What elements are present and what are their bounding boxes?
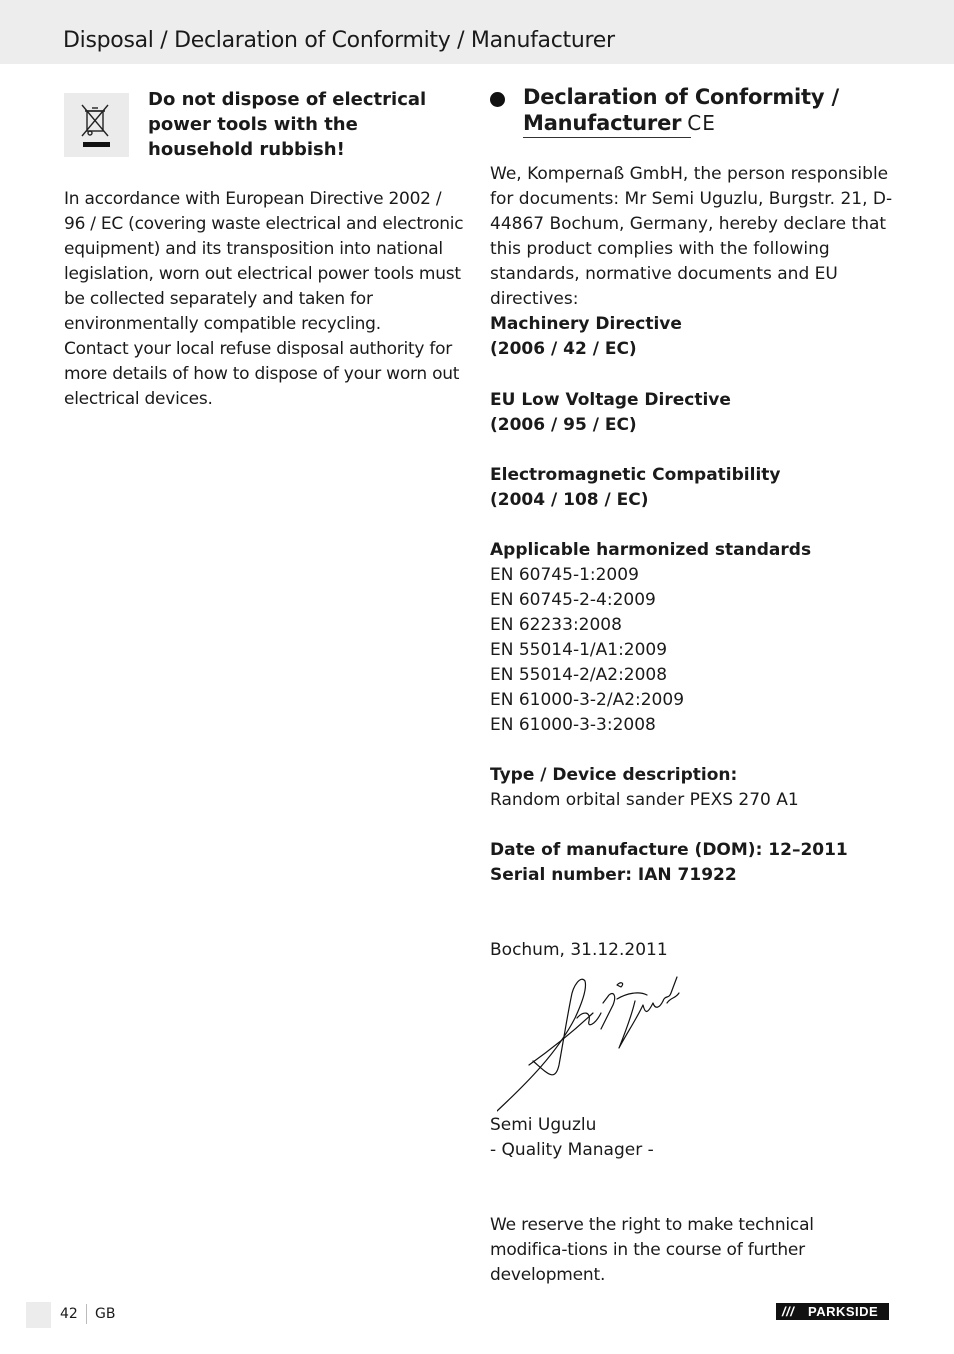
- standards-block: [490, 538, 895, 738]
- crossed-out-wheelie-bin-icon: [76, 102, 116, 148]
- bullet-icon: [490, 92, 505, 107]
- declaration-intro: We, Kompernaß GmbH, the person responsible for documents: Mr Semi Uguzlu, Burgstr. 21, D-44867 Bochum, Germany, hereby declare that this product complies with the following standards, normative documents and EU directives:: [490, 164, 893, 309]
- heading-underline: [523, 137, 691, 138]
- disposal-warning: Do not dispose of electrical power tools with the household rubbish!: [148, 89, 427, 160]
- directive-low-voltage: [490, 388, 895, 438]
- directive-code: (2006 / 95 / EC): [490, 415, 637, 435]
- dom-serial-block: [490, 838, 895, 888]
- standards-heading: Applicable harmonized standards: [490, 540, 812, 560]
- directive-name: Electromagnetic Compatibility: [490, 465, 781, 485]
- standard-item: EN 62233:2008: [490, 615, 622, 635]
- directive-name: EU Low Voltage Directive: [490, 390, 731, 410]
- ce-mark-icon: CE: [687, 111, 716, 135]
- standard-item: EN 60745-1:2009: [490, 565, 639, 585]
- type-block: [490, 763, 895, 813]
- heading-line-1: Declaration of Conformity /: [523, 85, 839, 109]
- standard-item: EN 55014-1/A1:2009: [490, 640, 668, 660]
- directive-name: Machinery Directive: [490, 314, 682, 334]
- brand-name: PARKSIDE: [808, 1304, 879, 1319]
- directive-code: (2006 / 42 / EC): [490, 339, 637, 359]
- standard-item: EN 61000-3-2/A2:2009: [490, 690, 685, 710]
- standard-item: EN 60745-2-4:2009: [490, 590, 656, 610]
- disclaimer: We reserve the right to make technical modifica-tions in the course of further development.: [490, 1215, 814, 1285]
- standard-item: EN 55014-2/A2:2008: [490, 665, 668, 685]
- directive-code: (2004 / 108 / EC): [490, 490, 649, 510]
- conformity-heading: [490, 86, 895, 142]
- footer-divider: [86, 1304, 87, 1324]
- page-number: 42: [60, 1306, 78, 1322]
- date-of-manufacture: Date of manufacture (DOM): 12–2011: [490, 840, 848, 860]
- place-date: Bochum, 31.12.2011: [490, 940, 668, 960]
- directive-machinery: [490, 312, 895, 362]
- disposal-directive-paragraph: In accordance with European Directive 2002 / 96 / EC (covering waste electrical and electronic equipment) and its transposition into national legislation, worn out electrical power tools must be collected separately and taken for environmentally compatible recycling.: [64, 189, 464, 334]
- signatory-block: [490, 1113, 895, 1163]
- page-header: [0, 0, 954, 64]
- type-value: Random orbital sander PEXS 270 A1: [490, 790, 799, 810]
- footer-tab-box: [26, 1302, 51, 1328]
- language-code: GB: [95, 1306, 116, 1322]
- disposal-contact-paragraph: Contact your local refuse disposal authority for more details of how to dispose of your worn out electrical devices.: [64, 339, 460, 409]
- standard-item: EN 61000-3-3:2008: [490, 715, 656, 735]
- page-title: Disposal / Declaration of Conformity / Manufacturer: [63, 28, 615, 53]
- heading-line-2: Manufacturer: [523, 111, 682, 135]
- directive-emc: [490, 463, 895, 513]
- weee-symbol-box: [64, 93, 129, 157]
- signatory-name: Semi Uguzlu: [490, 1115, 597, 1135]
- parkside-logo: [776, 1303, 889, 1320]
- serial-number: Serial number: IAN 71922: [490, 865, 737, 885]
- brand-slashes: ///: [782, 1304, 795, 1319]
- conformity-section: [490, 85, 895, 1285]
- signatory-role: - Quality Manager -: [490, 1140, 654, 1160]
- signature-image: [497, 973, 697, 1113]
- type-heading: Type / Device description:: [490, 765, 738, 785]
